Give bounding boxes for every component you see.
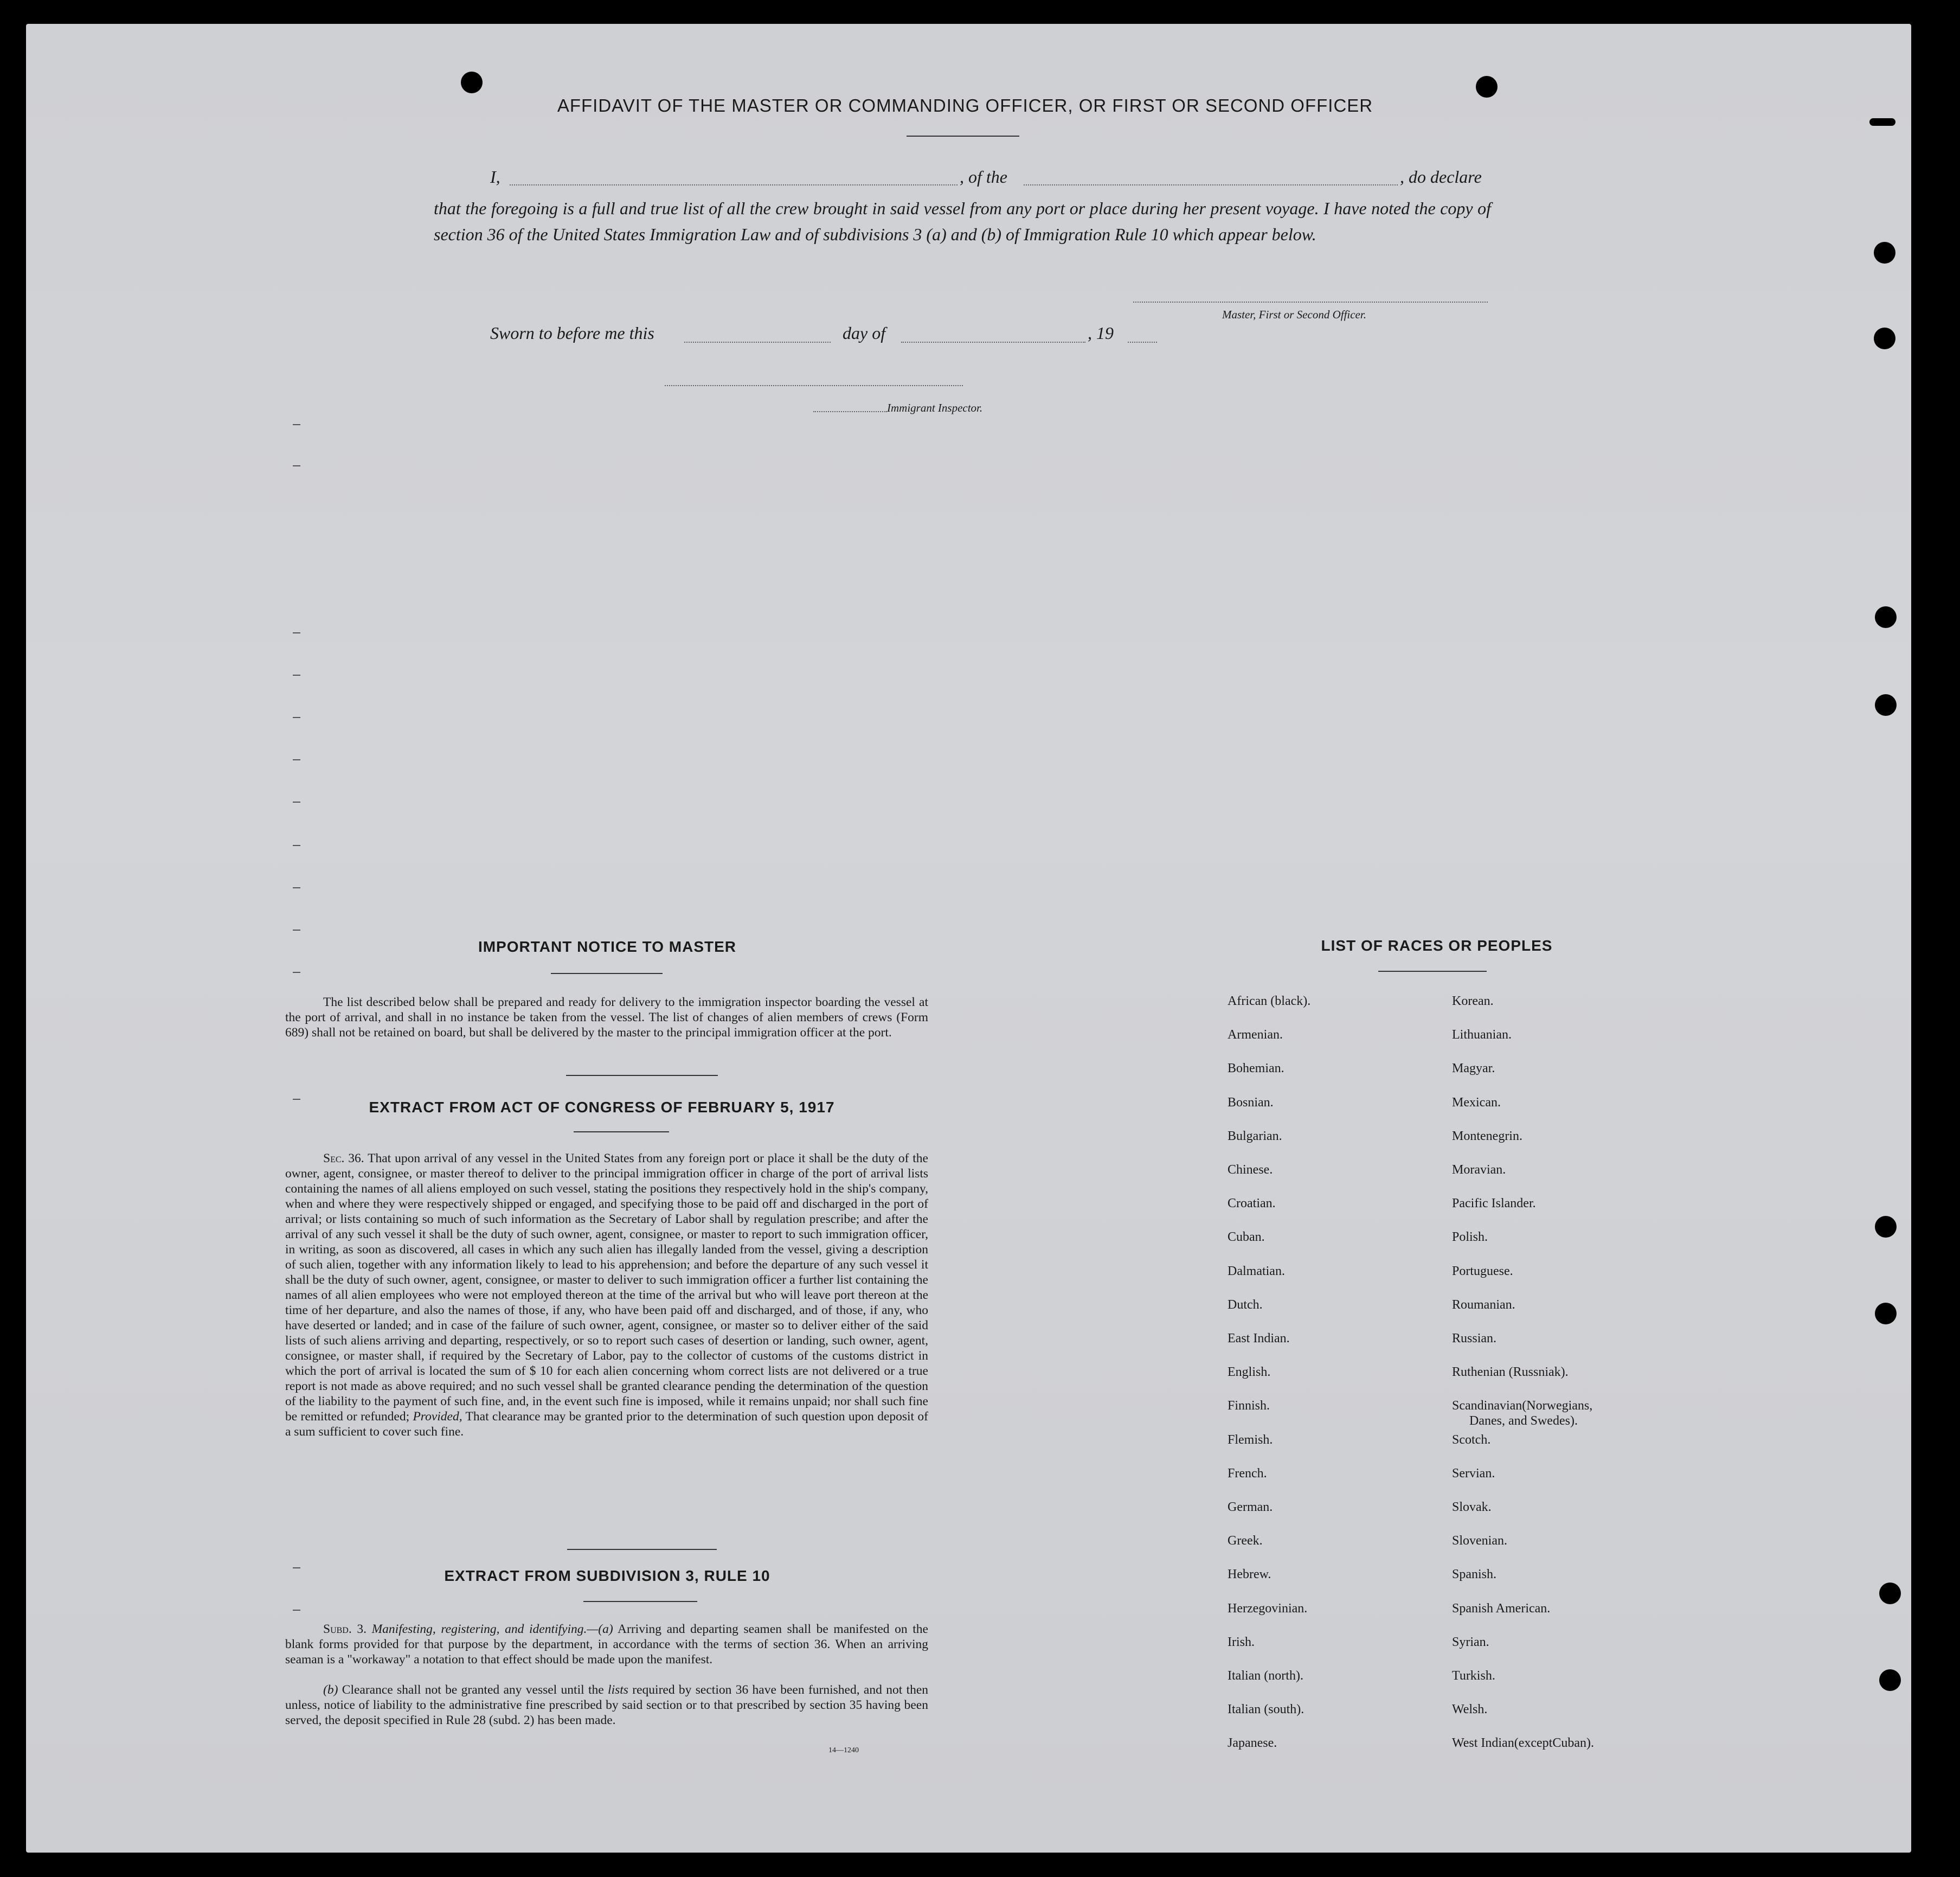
act-body: That upon arrival of any vessel in the United States from any foreign port or place it shall be the duty of the owner, agent, consignee, or master thereof to deliver to the principal immigration officer in charge of the port of arrival lists containing the names of all aliens employed on such vessel, stating the positions they respectively hold in the ship's company, when and where they were respectively shipped or engaged, and specifying those to be paid off and discharged in the port of arrival; or lists containing so much of such information as the Secretary of Labor shall by regulation prescribe; and after the arrival of any such vessel it shall be the duty of such owner, agent, consignee, or master to report to such immigration officer, in writing, as soon as discovered, all cases in which any such alien has illegally landed from the vessel, giving a description of such alien, together with any information likely to lead to his apprehension; and before the departure of any such vessel it shall be the duty of such owner, agent, consignee, or master to deliver to such immigration officer a further list containing the names of all alien employees who were not employed thereon at the time of the arrival but who will leave port thereon at the time of her departure, and also the names of those, if any, who have been paid off and discharged, and of those, if any, who have deserted or landed; and in case of the failure of such owner, agent, consignee, or master so to deliver either of the said lists of such aliens arriving and departing, respectively, or so to report such cases of desertion or landing, such owner, agent, consignee, or master shall, if required by the Secretary of Labor, pay to the collector of customs of the customs district in which the port of arrival is located the sum of $ 10 for each alien concerning whom correct lists are not delivered or a true report is not made as above required; and no such vessel shall be granted clearance pending the determination of the question of the liability to the payment of such fine, and, in the event such fine is imposed, while it remains unpaid; nor shall such fine be remitted or refunded; (285, 1151, 928, 1424)
race-item: Italian (north). (1228, 1669, 1303, 1683)
margin-tick (293, 845, 300, 846)
act-sec-label: Sec. 36. (323, 1151, 364, 1165)
vessel-name-blank[interactable] (1024, 184, 1398, 185)
race-item: Cuban. (1228, 1230, 1265, 1245)
race-item: Flemish. (1228, 1432, 1273, 1447)
act-extract-title-rule (574, 1131, 669, 1132)
punch-hole-right-2 (1874, 328, 1895, 349)
margin-tick (293, 1610, 300, 1611)
race-item: Roumanian. (1452, 1297, 1515, 1312)
margin-tick (293, 675, 300, 676)
race-item: Slovenian. (1452, 1534, 1507, 1548)
race-item: Servian. (1452, 1466, 1495, 1481)
margin-tick (293, 1567, 300, 1568)
notice-divider (566, 1075, 718, 1076)
race-item: West Indian(exceptCuban). (1452, 1736, 1594, 1751)
race-item: Lithuanian. (1452, 1028, 1512, 1042)
race-item: Finnish. (1228, 1399, 1270, 1413)
race-item: Italian (south). (1228, 1702, 1304, 1717)
act-divider (567, 1549, 717, 1550)
race-item: Bosnian. (1228, 1095, 1274, 1110)
margin-tick (293, 930, 300, 931)
race-item: Slovak. (1452, 1500, 1492, 1514)
race-item: Syrian. (1452, 1635, 1489, 1649)
race-item: African (black). (1228, 994, 1311, 1008)
race-item: Dutch. (1228, 1297, 1263, 1312)
race-item-continuation: Danes, and Swedes). (1469, 1414, 1578, 1428)
rule-subd-label: Subd. 3. (323, 1622, 367, 1636)
race-item: Croatian. (1228, 1196, 1276, 1211)
race-item: Scandinavian(Norwegians, (1452, 1399, 1593, 1413)
sworn-year-prefix: , 19 (1088, 323, 1114, 343)
inspector-label: Immigrant Inspector. (887, 401, 983, 414)
punch-hole-top-left (461, 72, 483, 93)
race-item: Montenegrin. (1452, 1129, 1522, 1143)
races-title: LIST OF RACES OR PEOPLES (1321, 937, 1553, 954)
race-item: Japanese. (1228, 1736, 1277, 1751)
rule-para-b (285, 1682, 928, 1728)
affidavit-body: that the foregoing is a full and true list of all the crew brought in said vessel from any port or place during her present voyage. I have noted the copy of section 36 of the United States Immigration Law and of subdivisions 3 (a) and (b) of Immigration Rule 10 which appear below. (434, 198, 1491, 244)
margin-tick (293, 887, 300, 888)
margin-tick (293, 972, 300, 973)
race-item: Korean. (1452, 994, 1494, 1008)
affidavit-i: I, (490, 167, 500, 187)
races-title-rule (1378, 971, 1487, 972)
officer-signature-label: Master, First or Second Officer. (1222, 308, 1366, 321)
sworn-day-of: day of (843, 323, 886, 343)
punch-hole-right-1 (1874, 242, 1895, 264)
notice-title-rule (551, 973, 663, 974)
race-item: Ruthenian (Russniak). (1452, 1365, 1569, 1380)
punch-hole-right-7 (1879, 1583, 1901, 1604)
affidavit-title: AFFIDAVIT OF THE MASTER OR COMMANDING OFFICER, OR FIRST OR SECOND OFFICER (557, 95, 1373, 116)
race-item: Moravian. (1452, 1163, 1506, 1177)
race-item: Dalmatian. (1228, 1264, 1285, 1278)
act-extract-text (285, 1151, 928, 1439)
notice-title: IMPORTANT NOTICE TO MASTER (478, 938, 737, 955)
affidavit-title-rule (907, 136, 1019, 137)
act-provided-label: Provided, (413, 1410, 462, 1424)
affiant-name-blank[interactable] (510, 184, 957, 185)
rule-para-b-lists: lists (608, 1683, 628, 1697)
margin-tick (293, 802, 300, 803)
race-item: Portuguese. (1452, 1264, 1513, 1278)
race-item: Polish. (1452, 1230, 1488, 1245)
race-item: Bulgarian. (1228, 1129, 1282, 1143)
act-extract-title: EXTRACT FROM ACT OF CONGRESS OF FEBRUARY 5, 1917 (369, 1099, 835, 1116)
race-item: Armenian. (1228, 1028, 1283, 1042)
race-item: Mexican. (1452, 1095, 1501, 1110)
rule-extract-title: EXTRACT FROM SUBDIVISION 3, RULE 10 (444, 1567, 770, 1584)
race-item: French. (1228, 1466, 1267, 1481)
notice-text: The list described below shall be prepared and ready for delivery to the immigration inspector boarding the vessel at the port of arrival, and shall in no instance be taken from the vessel. The list of changes of alien members of crews (Form 689) shall not be retained on board, but shall be delivered by the master to the principal immigration officer at the port. (285, 995, 928, 1040)
race-item: Welsh. (1452, 1702, 1488, 1717)
race-item: Spanish. (1452, 1567, 1497, 1582)
rule-para-b-text-1: Clearance shall not be granted any vessel until the (342, 1683, 604, 1697)
punch-hole-top-right (1476, 76, 1498, 98)
margin-tick (293, 465, 300, 466)
race-item: Irish. (1228, 1635, 1255, 1649)
act-provided-text: That clearance may be granted prior to the determination of such question upon deposit of a sum sufficient to cover such fine. (285, 1410, 928, 1439)
punch-hole-right-5 (1875, 1216, 1897, 1238)
margin-tick (293, 424, 300, 425)
race-item: Herzegovinian. (1228, 1601, 1308, 1616)
race-item: Pacific Islander. (1452, 1196, 1536, 1211)
rule-para-a-text: Arriving and departing seamen shall be manifested on the blank forms provided for that purpose by the department, in accordance with the terms of section 36. When an arriving seaman is a "workaway" a notation to that effect should be made upon the manifest. (285, 1622, 928, 1667)
race-item: German. (1228, 1500, 1273, 1514)
race-item: Magyar. (1452, 1061, 1495, 1076)
form-number: 14—1240 (828, 1746, 859, 1754)
margin-tick (293, 717, 300, 718)
inspector-signature-line-2[interactable] (813, 411, 887, 412)
sworn-month-blank[interactable] (901, 342, 1085, 343)
race-item: English. (1228, 1365, 1271, 1380)
rule-para-b-label: (b) (323, 1683, 338, 1697)
race-item: East Indian. (1228, 1331, 1290, 1346)
race-item: Hebrew. (1228, 1567, 1271, 1582)
race-item: Russian. (1452, 1331, 1497, 1346)
punch-hole-edge-mark (1869, 118, 1895, 126)
race-item: Spanish American. (1452, 1601, 1551, 1616)
affidavit-of-the: , of the (960, 167, 1007, 187)
rule-extract-title-rule (583, 1601, 697, 1602)
sworn-day-blank[interactable] (684, 342, 831, 343)
race-item: Scotch. (1452, 1432, 1491, 1447)
punch-hole-right-3 (1875, 606, 1897, 628)
punch-hole-right-4 (1875, 694, 1897, 716)
race-item: Chinese. (1228, 1163, 1273, 1177)
race-item: Bohemian. (1228, 1061, 1284, 1076)
margin-tick (293, 759, 300, 760)
rule-subd-heading: Manifesting, registering, and identifying.—(a) (371, 1622, 613, 1636)
sworn-year-blank[interactable] (1128, 342, 1157, 343)
affidavit-do-declare: , do declare (1400, 167, 1482, 187)
rule-para-b-text-2: required by section 36 have been furnished, and not then unless, notice of liability to the administrative fine prescribed by said section or to that prescribed by section 35 having been served, the deposit specified in Rule 28 (subd. 2) has been made. (285, 1683, 929, 1727)
punch-hole-right-8 (1879, 1669, 1901, 1691)
sworn-text: Sworn to before me this (490, 323, 654, 343)
race-item: Turkish. (1452, 1669, 1495, 1683)
rule-para-a (285, 1622, 928, 1667)
margin-tick (293, 632, 300, 633)
officer-signature-line[interactable] (1133, 302, 1488, 303)
race-item: Greek. (1228, 1534, 1263, 1548)
document-page (26, 24, 1911, 1853)
inspector-signature-line[interactable] (665, 385, 963, 386)
punch-hole-right-6 (1875, 1303, 1897, 1324)
margin-tick (293, 1099, 300, 1100)
